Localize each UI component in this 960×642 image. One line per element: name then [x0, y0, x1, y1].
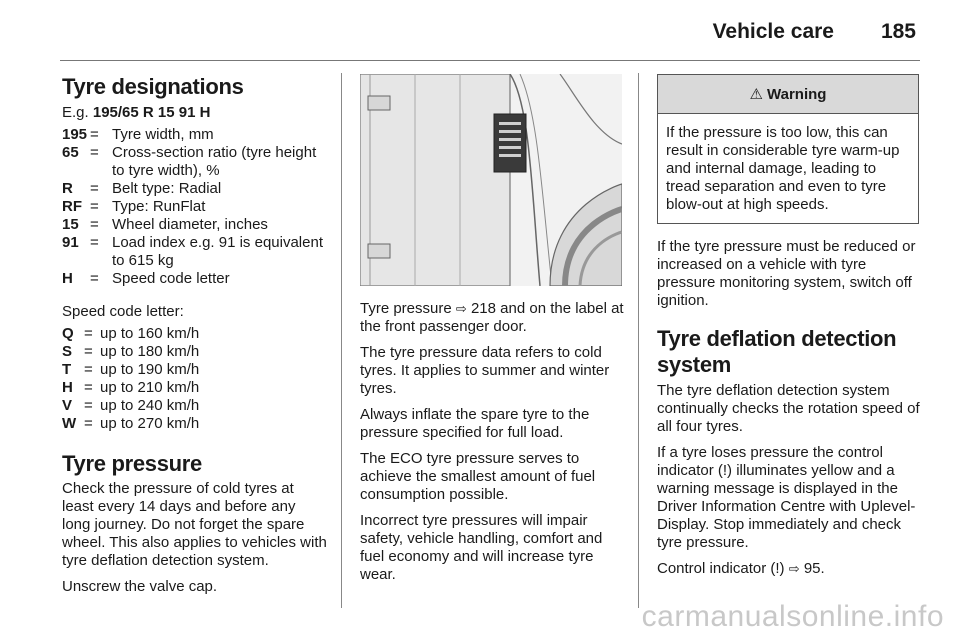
definition-value: Cross-section ratio (tyre height to tyre width), %: [112, 144, 317, 179]
definition-key: Q: [62, 325, 74, 342]
definition-key: R: [62, 180, 73, 197]
definition-value: Tyre width, mm: [112, 126, 214, 143]
deflation-detection-para: The tyre deflation detection system continually checks the rotation speed of all four tyres.: [657, 382, 920, 435]
definition-key: 65: [62, 144, 79, 161]
tyre-pressure-heading: Tyre pressure: [62, 451, 202, 476]
definition-equals: =: [84, 361, 93, 378]
page-reference-218[interactable]: 218: [470, 300, 496, 317]
definition-equals: =: [84, 343, 93, 360]
page-header: [60, 0, 920, 58]
definition-equals: =: [84, 325, 93, 342]
tyre-pressure-indicator-icon: (!): [717, 462, 733, 479]
tyre-pressure-reference: Tyre pressure ⇨ 218 and on the label at the front passenger door.: [360, 300, 624, 335]
definition-row: [62, 270, 327, 288]
definition-value: Wheel diameter, inches: [112, 216, 268, 233]
designation-example: E.g. 195/65 R 15 91 H: [62, 104, 211, 121]
car-door-illustration: [360, 74, 622, 286]
control-indicator-para: If a tyre loses pressure the control indicator (!) illuminates yellow and a warning message is displayed in the Driver Information Centre with Uplevel-Display. Stop immediately and check tyre pressure.: [657, 444, 916, 551]
definition-equals: =: [84, 415, 93, 432]
definition-key: 195: [62, 126, 88, 143]
definition-value: up to 210 km/h: [100, 379, 200, 396]
definition-key: 15: [62, 216, 79, 233]
definition-equals: =: [90, 180, 99, 197]
tyre-pressure-indicator-icon: (!): [770, 560, 785, 577]
definition-key: S: [62, 343, 73, 360]
page-reference-arrow-icon: ⇨: [788, 561, 800, 576]
deflation-detection-heading: Tyre deflation detection system: [657, 326, 897, 377]
definition-row: [62, 234, 327, 270]
pressure-adjust-para: If the tyre pressure must be reduced or increased on a vehicle with tyre pressure monitoring system, switch off ignition.: [657, 238, 916, 309]
designation-list: [62, 126, 327, 288]
definition-key: 91: [62, 234, 79, 251]
control-indicator-reference: Control indicator (!) ⇨ 95.: [657, 560, 825, 577]
definition-value: up to 160 km/h: [100, 325, 200, 342]
definition-equals: =: [90, 198, 99, 215]
definition-row: [62, 379, 327, 397]
definition-equals: =: [84, 379, 93, 396]
column-3: [657, 74, 922, 578]
definition-value: Type: RunFlat: [112, 198, 206, 215]
definition-row: [62, 216, 327, 234]
column-1: [62, 74, 327, 596]
column-divider-1: [341, 73, 342, 608]
warning-box: [657, 74, 919, 224]
definition-value: up to 180 km/h: [100, 343, 200, 360]
watermark: carmanualsonline.info: [641, 600, 944, 633]
definition-row: [62, 397, 327, 415]
definition-row: [62, 126, 327, 144]
page-reference-arrow-icon: ⇨: [455, 301, 467, 316]
definition-equals: =: [90, 144, 99, 161]
spare-tyre-para: Always inflate the spare tyre to the pressure specified for full load.: [360, 406, 590, 441]
definition-row: [62, 343, 327, 361]
definition-equals: =: [90, 234, 99, 251]
definition-value: Load index e.g. 91 is equivalent to 615 kg: [112, 234, 323, 269]
incorrect-pressure-para: Incorrect tyre pressures will impair safety, vehicle handling, comfort and fuel economy and will increase tyre wear.: [360, 512, 603, 583]
warning-title: Warning: [767, 85, 827, 103]
definition-equals: =: [90, 270, 99, 287]
column-2: [360, 74, 625, 584]
definition-value: Speed code letter: [112, 270, 230, 287]
definition-row: [62, 361, 327, 379]
warning-triangle-icon: ⚠: [749, 86, 763, 103]
definition-key: H: [62, 270, 73, 287]
warning-text: If the pressure is too low, this can result in considerable tyre warm-up and internal damage, leading to tread separation and even to tyre blow-out at high speeds.: [666, 124, 900, 213]
pressure-data-para: The tyre pressure data refers to cold tyres. It applies to summer and winter tyres.: [360, 344, 610, 397]
definition-value: up to 190 km/h: [100, 361, 200, 378]
page-number: 185: [880, 20, 916, 43]
tyre-pressure-para-2: Unscrew the valve cap.: [62, 578, 218, 595]
speed-code-intro: Speed code letter:: [62, 303, 184, 320]
definition-row: [62, 415, 327, 433]
definition-value: Belt type: Radial: [112, 180, 222, 197]
definition-row: [62, 198, 327, 216]
definition-row: [62, 144, 327, 180]
definition-key: T: [62, 361, 72, 378]
section-title: Vehicle care: [712, 20, 834, 43]
warning-header: [658, 75, 918, 114]
definition-row: [62, 325, 327, 343]
definition-key: W: [62, 415, 77, 432]
definition-equals: =: [90, 216, 99, 233]
tyre-pressure-para-1: Check the pressure of cold tyres at least every 14 days and before any long journey. Do not forget the spare wheel. This also applies to vehicles with tyre deflation detection system.: [62, 480, 327, 569]
definition-value: up to 240 km/h: [100, 397, 200, 414]
definition-equals: =: [90, 126, 99, 143]
definition-row: [62, 180, 327, 198]
page-reference-95[interactable]: 95.: [803, 560, 825, 577]
door-pressure-label-illustration: [360, 74, 622, 286]
definition-equals: =: [84, 397, 93, 414]
definition-key: V: [62, 397, 73, 414]
definition-key: H: [62, 379, 73, 396]
tyre-designations-heading: Tyre designations: [62, 74, 244, 99]
definition-key: RF: [62, 198, 82, 215]
eco-pressure-para: The ECO tyre pressure serves to achieve the smallest amount of fuel consumption possible.: [360, 450, 596, 503]
speed-code-list: [62, 325, 327, 433]
column-divider-2: [638, 73, 639, 608]
header-divider: [60, 60, 920, 61]
definition-value: up to 270 km/h: [100, 415, 200, 432]
